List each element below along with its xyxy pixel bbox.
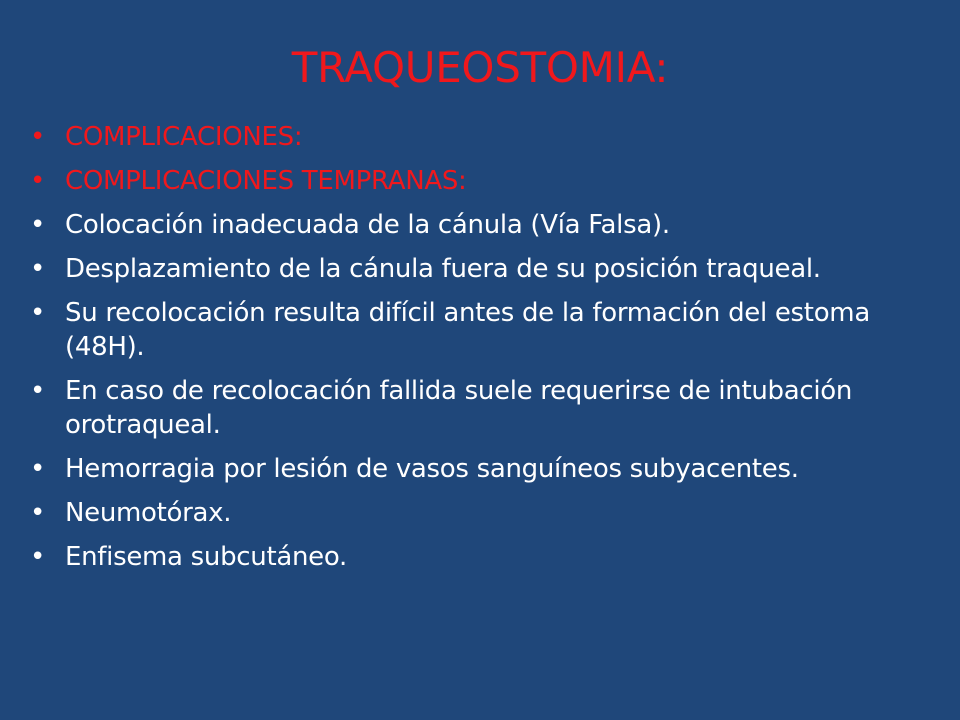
list-item — [30, 208, 930, 242]
bullet-icon: • — [30, 376, 46, 406]
bullet-icon: • — [30, 298, 46, 328]
list-item — [30, 120, 930, 154]
list-item-text: Enfisema subcutáneo. — [65, 542, 347, 572]
bullet-list — [30, 120, 930, 584]
list-item — [30, 164, 930, 198]
list-item-text: Desplazamiento de la cánula fuera de su posición traqueal. — [65, 254, 821, 284]
list-item — [30, 252, 930, 286]
list-item-text: Neumotórax. — [65, 498, 232, 528]
list-item-text: COMPLICACIONES: — [65, 122, 303, 152]
list-item — [30, 296, 930, 364]
bullet-icon: • — [30, 166, 46, 196]
bullet-icon: • — [30, 542, 46, 572]
bullet-icon: • — [30, 210, 46, 240]
list-item — [30, 540, 930, 574]
list-item — [30, 452, 930, 486]
list-item-text: En caso de recolocación fallida suele requerirse de intubación orotraqueal. — [65, 376, 853, 440]
slide-title: TRAQUEOSTOMIA: — [291, 43, 669, 92]
bullet-icon: • — [30, 254, 46, 284]
list-item — [30, 496, 930, 530]
bullet-icon: • — [30, 122, 46, 152]
list-item — [30, 374, 930, 442]
list-item-text: Hemorragia por lesión de vasos sanguíneos subyacentes. — [65, 454, 799, 484]
list-item-text: Su recolocación resulta difícil antes de la formación del estoma (48H). — [65, 298, 870, 362]
bullet-icon: • — [30, 498, 46, 528]
bullet-icon: • — [30, 454, 46, 484]
list-item-text: Colocación inadecuada de la cánula (Vía Falsa). — [65, 210, 670, 240]
list-item-text: COMPLICACIONES TEMPRANAS: — [65, 166, 467, 196]
